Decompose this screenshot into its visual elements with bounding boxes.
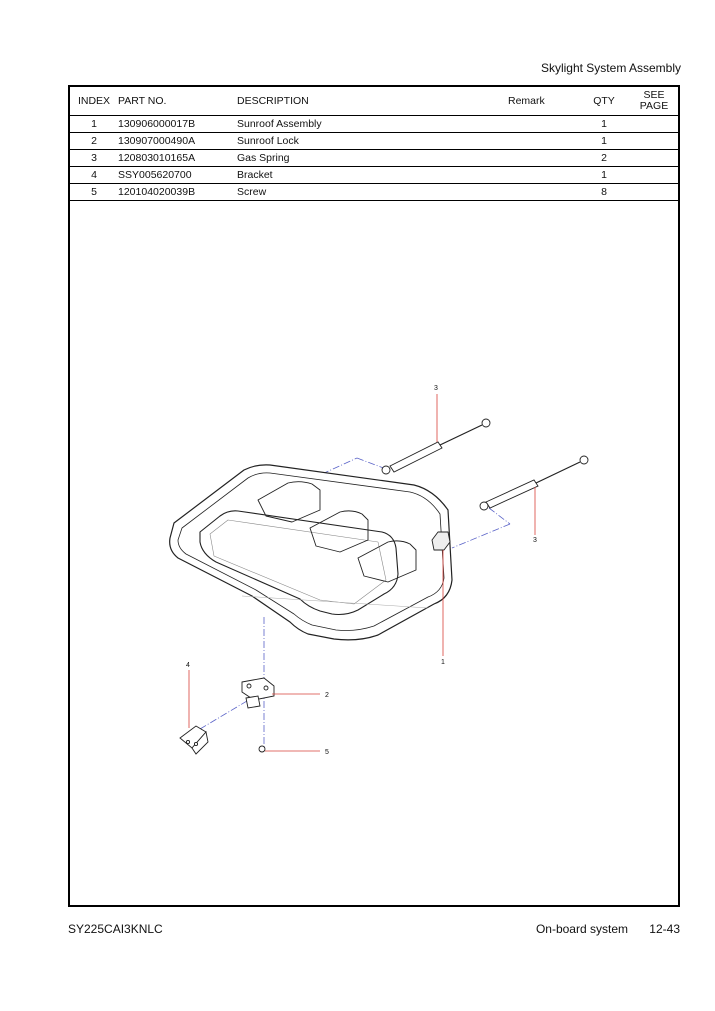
cell-qty: 8 <box>578 184 630 201</box>
gas-spring-lower <box>480 456 588 510</box>
cell-description: Screw <box>237 184 508 201</box>
callout-label: 3 <box>533 537 537 544</box>
cell-part-no: 120803010165A <box>118 150 237 167</box>
cell-index: 2 <box>70 133 118 150</box>
footer-model-number: SY225CAI3KNLC <box>68 922 163 936</box>
col-header-qty: QTY <box>578 87 630 116</box>
callout-label: 1 <box>441 659 445 666</box>
cell-qty: 2 <box>578 150 630 167</box>
col-header-part-no: PART NO. <box>118 87 237 116</box>
parts-frame <box>68 85 680 907</box>
callout-label: 4 <box>186 662 190 669</box>
sunroof-lock-drawing <box>242 678 274 708</box>
callout-label: 2 <box>325 692 329 699</box>
callout-label: 5 <box>325 749 329 756</box>
footer-section-name: On-board system <box>535 922 628 936</box>
bracket-drawing <box>180 726 208 754</box>
col-header-index: INDEX <box>70 87 118 116</box>
see-page-line2: PAGE <box>639 100 669 112</box>
cell-index: 4 <box>70 167 118 184</box>
col-header-remark: Remark <box>508 87 578 116</box>
cell-description: Gas Spring <box>237 150 508 167</box>
screw-drawing <box>259 746 265 752</box>
cell-qty: 1 <box>578 116 630 133</box>
cell-qty: 1 <box>578 167 630 184</box>
cell-qty: 1 <box>578 133 630 150</box>
cell-description: Sunroof Assembly <box>237 116 508 133</box>
col-header-description: DESCRIPTION <box>237 87 508 116</box>
see-page-line1: SEE <box>643 89 665 101</box>
cell-index: 3 <box>70 150 118 167</box>
cell-index: 1 <box>70 116 118 133</box>
cell-part-no: 120104020039B <box>118 184 237 201</box>
cell-description: Sunroof Lock <box>237 133 508 150</box>
cell-part-no: 130907000490A <box>118 133 237 150</box>
page-title: Skylight System Assembly <box>540 61 681 75</box>
cell-part-no: 130906000017B <box>118 116 237 133</box>
cell-index: 5 <box>70 184 118 201</box>
cell-part-no: SSY005620700 <box>118 167 237 184</box>
sunroof-assembly-drawing <box>170 465 452 640</box>
gas-spring-upper <box>382 419 490 474</box>
exploded-parts-diagram <box>70 87 678 905</box>
cell-description: Bracket <box>237 167 508 184</box>
callout-label: 3 <box>434 385 438 392</box>
footer-page-number: 12-43 <box>649 922 680 936</box>
